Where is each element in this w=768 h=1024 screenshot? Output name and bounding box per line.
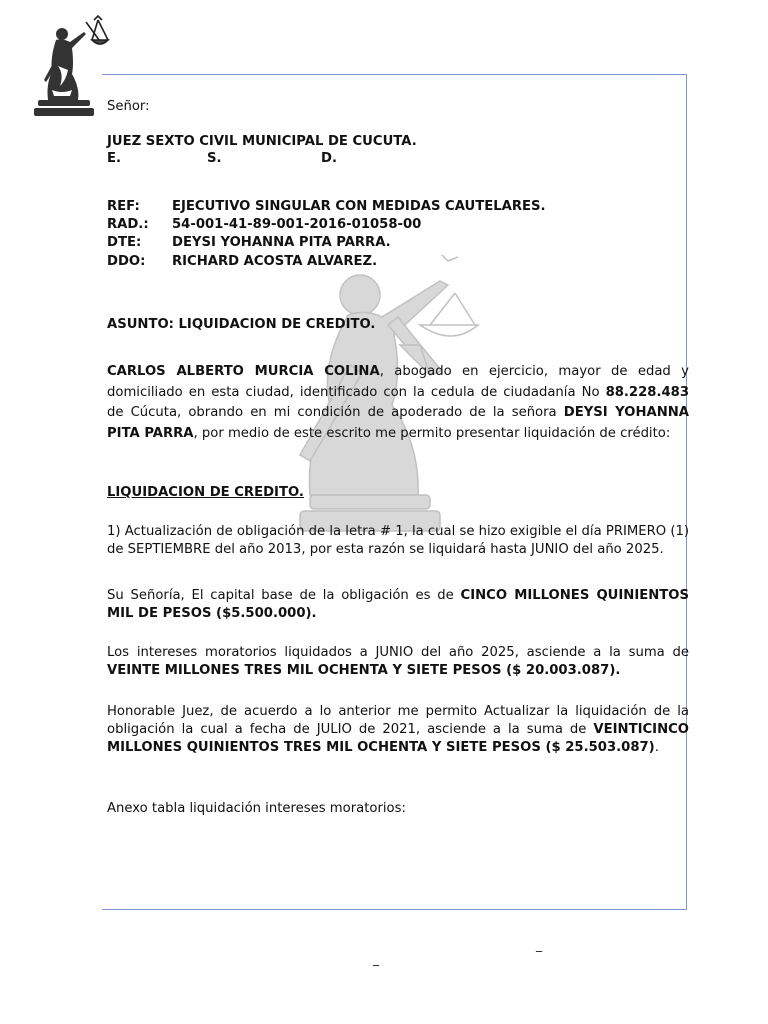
p2-text: Su Señoría, El capital base de la obligación es de bbox=[107, 588, 461, 603]
intro-paragraph bbox=[107, 362, 689, 444]
ref-label: DDO: bbox=[107, 253, 146, 269]
esd-line bbox=[107, 150, 689, 168]
ref-label: REF: bbox=[107, 199, 140, 214]
paragraph-2 bbox=[107, 587, 689, 623]
p4-amount: VEINTICINCO MILLONES QUINIENTOS TRES MIL OCHENTA Y SIETE PESOS ($ 25.503.087) bbox=[107, 722, 689, 756]
ref-value: RICHARD ACOSTA ALVAREZ. bbox=[172, 253, 378, 269]
ref-value: DEYSI YOHANNA PITA PARRA. bbox=[172, 235, 391, 251]
p2-amount: CINCO MILLONES QUINIENTOS MIL DE PESOS ($5.500.000). bbox=[107, 588, 689, 622]
ref-value: 54-001-41-89-001-2016-01058-00 bbox=[172, 217, 422, 233]
ref-row bbox=[107, 234, 689, 252]
ref-row bbox=[107, 198, 689, 216]
footer-mark: _ bbox=[373, 952, 379, 966]
judge-line: JUEZ SEXTO CIVIL MUNICIPAL DE CUCUTA. bbox=[107, 134, 417, 149]
asunto: ASUNTO: LIQUIDACION DE CREDITO. bbox=[107, 317, 376, 332]
id-number: 88.228.483 bbox=[605, 384, 689, 400]
paragraph-4 bbox=[107, 703, 689, 758]
p3-text: Los intereses moratorios liquidados a JUNIO del año 2025, asciende a la suma de bbox=[107, 645, 689, 660]
paragraph-3 bbox=[107, 644, 689, 680]
p4-end: . bbox=[654, 740, 659, 756]
lady-justice-icon bbox=[28, 14, 112, 126]
esd-e: E. bbox=[107, 151, 122, 166]
ref-row bbox=[107, 216, 689, 234]
anexo-line: Anexo tabla liquidación intereses moratorios: bbox=[107, 801, 406, 816]
esd-d: D. bbox=[321, 151, 337, 166]
ref-value: EJECUTIVO SINGULAR CON MEDIDAS CAUTELARES. bbox=[172, 199, 546, 214]
paragraph-1: 1) Actualización de obligación de la letra # 1, la cual se hizo exigible el día PRIMERO (1) de SEPTIEMBRE del año 2013, por esta razón se liquidará hasta JUNIO del año 2025. bbox=[107, 524, 689, 558]
lawyer-name: CARLOS ALBERTO MURCIA COLINA bbox=[107, 364, 380, 379]
intro-text-2: de Cúcuta, obrando en mi condición de apoderado de la señora bbox=[107, 405, 564, 420]
intro-text-1: , abogado en ejercicio, mayor de edad y domiciliado en esta ciudad, identificado con la cedula de ciudadanía No bbox=[107, 364, 689, 400]
client-name: DEYSI YOHANNA PITA PARRA bbox=[107, 405, 689, 441]
footer-mark: _ bbox=[536, 938, 542, 952]
ref-label: DTE: bbox=[107, 235, 142, 251]
salutation: Señor: bbox=[107, 99, 150, 114]
ref-label: RAD.: bbox=[107, 217, 149, 233]
section-title: LIQUIDACION DE CREDITO. bbox=[107, 485, 304, 500]
p3-amount: VEINTE MILLONES TRES MIL OCHENTA Y SIETE PESOS ($ 20.003.087). bbox=[107, 663, 621, 679]
p4-text: Honorable Juez, de acuerdo a lo anterior me permito Actualizar la liquidación de la obligación la cual a fecha de JULIO de 2021, asciende a la suma de bbox=[107, 704, 689, 738]
reference-block bbox=[107, 198, 689, 271]
intro-text-3: , por medio de este escrito me permito presentar liquidación de crédito: bbox=[193, 425, 671, 441]
ref-row bbox=[107, 253, 689, 271]
esd-s: S. bbox=[207, 151, 222, 166]
